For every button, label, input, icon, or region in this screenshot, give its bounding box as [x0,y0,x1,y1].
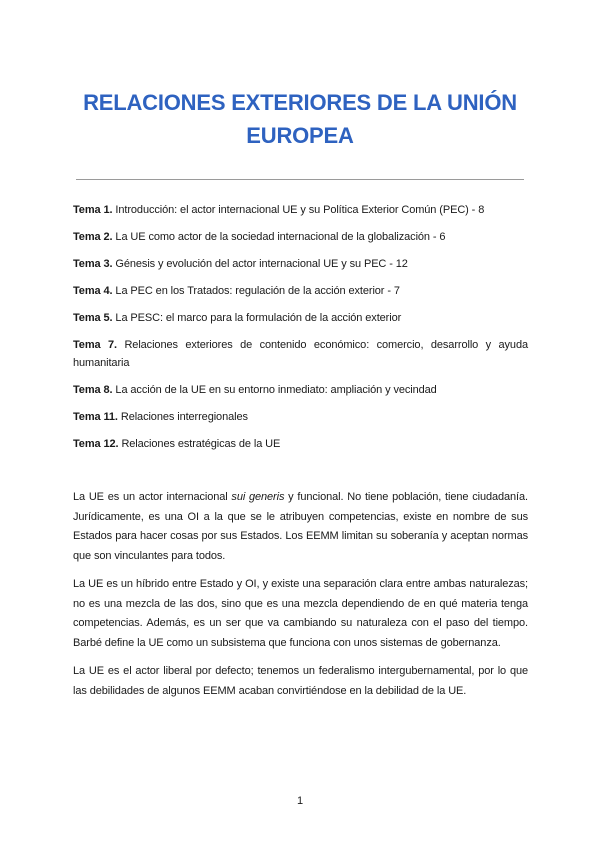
topic-number: Tema 7. [73,339,117,351]
topic-item [73,381,528,399]
topic-text: Introducción: el actor internacional UE y su Política Exterior Común (PEC) - 8 [115,204,485,216]
paragraph [73,488,528,566]
topic-item [73,309,528,327]
topic-text: Relaciones exteriores de contenido económico: comercio, desarrollo y ayuda humanitaria [73,339,528,369]
paragraph: La UE es un híbrido entre Estado y OI, y existe una separación clara entre ambas naturalezas; no es una mezcla de las dos, sino que es una mezcla dependiendo de en qué materia tenga competencias. Además, es un ser que va cambiando su naturaleza con el paso del tiempo. Barbé define la UE como un subsistema que funciona con unos sistemas de gobernanza. [73,578,528,649]
topic-number: Tema 3. [73,258,113,270]
topic-text: La PEC en los Tratados: regulación de la acción exterior - 7 [115,285,400,297]
topic-text: La UE como actor de la sociedad internacional de la globalización - 6 [115,231,446,243]
italic-term: sui generis [231,491,285,503]
topic-item [73,435,528,453]
topic-item [73,228,528,246]
topic-text: La acción de la UE en su entorno inmediato: ampliación y vecindad [115,384,437,396]
topic-number: Tema 5. [73,312,113,324]
paragraph-text: La UE es un actor internacional [73,491,232,503]
paragraph-text: y funcional. No tiene población, tiene ciudadanía. Jurídicamente, es una OI a la que se le atribuyen competencias, existe en nombre de sus Estados para hacer cosas por sus Estados. Los EEMM limitan su soberanía y aceptan normas que son vinculantes para todos. [73,491,528,562]
topic-number: Tema 4. [73,285,113,297]
topic-number: Tema 2. [73,231,113,243]
topic-item [73,255,528,273]
page-number: 1 [296,795,304,807]
paragraph: La UE es el actor liberal por defecto; tenemos un federalismo intergubernamental, por lo que las debilidades de algunos EEMM acaban convirtiéndose en la debilidad de la UE. [73,665,528,697]
topic-text: Génesis y evolución del actor internacional UE y su PEC - 12 [115,258,408,270]
topic-number: Tema 8. [73,384,113,396]
topic-text: Relaciones estratégicas de la UE [121,438,281,450]
topic-text: Relaciones interregionales [120,411,248,423]
page-title: RELACIONES EXTERIORES DE LA UNIÓN EUROPEA [83,90,517,148]
topic-number: Tema 12. [73,438,119,450]
topic-item [73,336,528,372]
topic-number: Tema 1. [73,204,113,216]
topic-text: La PESC: el marco para la formulación de la acción exterior [115,312,402,324]
topic-number: Tema 11. [73,411,118,423]
title-divider [76,179,524,180]
topic-item [73,282,528,300]
topic-item [73,408,528,426]
body-text [73,488,528,710]
topic-list [73,201,528,462]
topic-item [73,201,528,219]
